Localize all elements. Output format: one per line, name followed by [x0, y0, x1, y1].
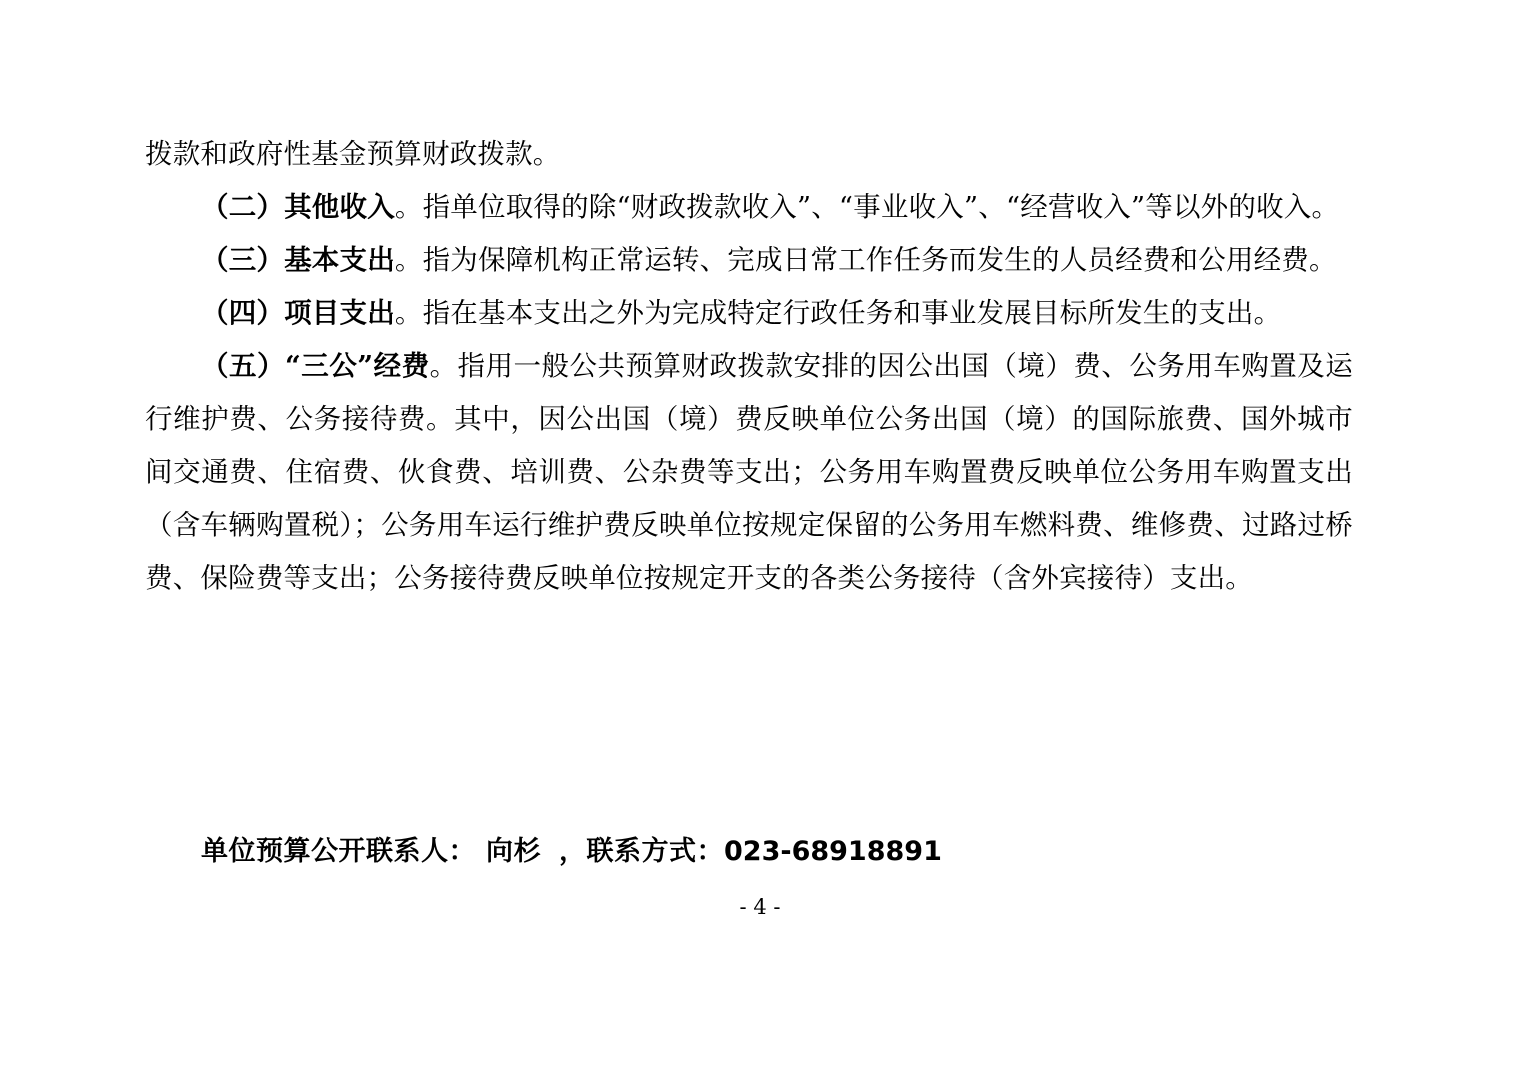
contact-name: 向杉 [486, 836, 541, 867]
paragraph-project-expenditure [145, 287, 1353, 340]
paragraph-label: （三）基本支出 [201, 244, 395, 276]
contact-method-label: 联系方式： [586, 836, 724, 867]
paragraph-text: 。指为保障机构正常运转、完成日常工作任务而发生的人员经费和公用经费。 [394, 244, 1337, 276]
contact-block [145, 832, 1353, 872]
paragraph-label: （二）其他收入 [201, 191, 395, 223]
paragraph-text: 。指单位取得的除“财政拨款收入”、“事业收入”、“经营收入”等以外的收入。 [394, 191, 1340, 223]
paragraph-label: （五）“三公”经费 [201, 350, 430, 382]
paragraph-text: 。指在基本支出之外为完成特定行政任务和事业发展目标所发生的支出。 [394, 297, 1282, 329]
paragraph-text: 。指用一般公共预算财政拨款安排的因公出国（境）费、公务用车购置及运行维护费、公务接待费。其中，因公出国（境）费反映单位公务出国（境）的国际旅费、国外城市间交通费、住宿费、伙食费、培训费、公杂费等支出；公务用车购置费反映单位公务用车购置支出（含车辆购置税）；公务用车运行维护费反映单位按规定保留的公务用车燃料费、维修费、过路过桥费、保险费等支出；公务接待费反映单位按规定开支的各类公务接待（含外宾接待）支出。 [145, 350, 1353, 594]
paragraph-continuation [145, 128, 1353, 181]
paragraph-three-public-funds [145, 340, 1353, 605]
paragraph-label: （四）项目支出 [201, 297, 395, 329]
contact-phone: 023-68918891 [724, 836, 942, 867]
paragraph-text: 拨款和政府性基金预算财政拨款。 [145, 138, 561, 170]
paragraph-basic-expenditure [145, 234, 1353, 287]
contact-label: 单位预算公开联系人： [201, 836, 476, 867]
contact-separator: ， [559, 836, 587, 867]
document-body [145, 128, 1353, 605]
page-number: - 4 - [739, 895, 781, 919]
paragraph-other-income [145, 181, 1353, 234]
contact-line [145, 832, 1353, 872]
